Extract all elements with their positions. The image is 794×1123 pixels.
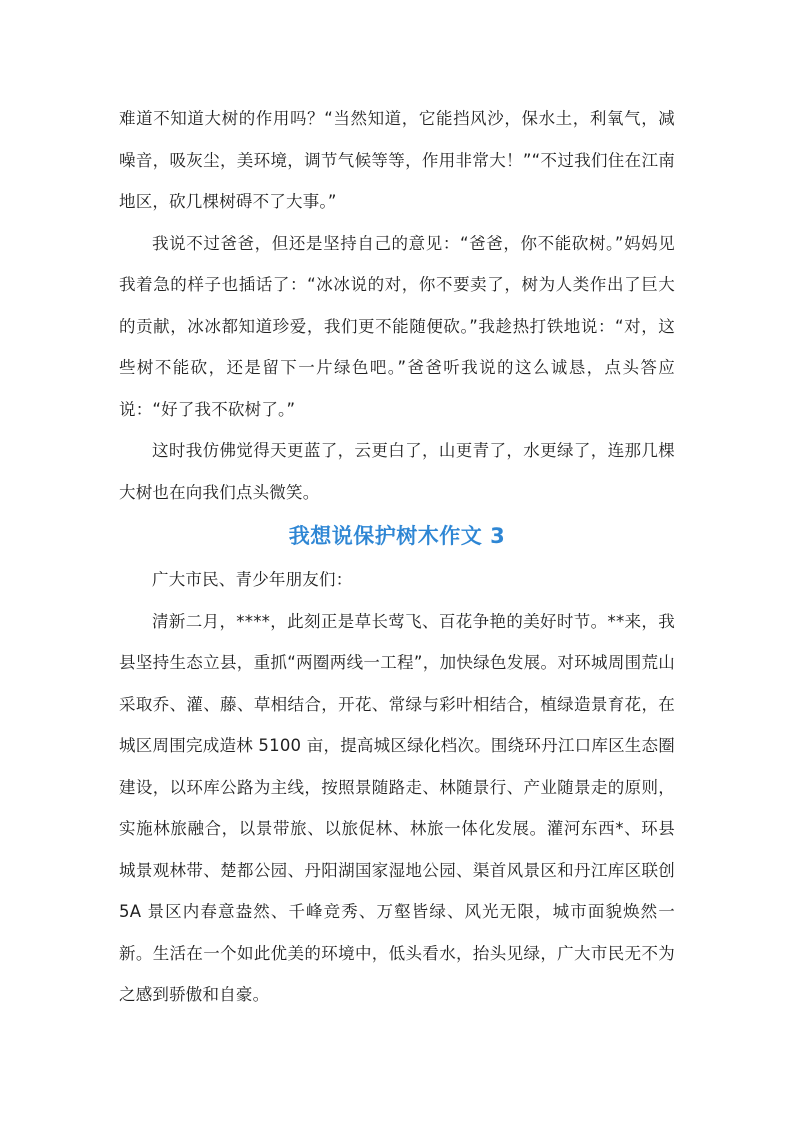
paragraph-5: 清新二月，****，此刻正是草长莺飞、百花争艳的美好时节。**来，我县坚持生态立县，重抓“两圈两线一工程”，加快绿色发展。对环城周围荒山采取乔、灌、藤、草相结合，开花、常绿与彩叶相结合，植绿造景育花，在城区周围完成造林 5100 亩，提高城区绿化档次。围绕环丹江口库区生态圈建设，以环库公路为主线，按照景随路走、林随景行、产业随景走的原则，实施林旅融合，以景带旅、以旅促林、林旅一体化发展。灌河东西*、环县城景观林带、楚都公园、丹阳湖国家湿地公园、渠首风景区和丹江库区联创 5A 景区内春意盎然、千峰竞秀、万壑皆绿、风光无限，城市面貌焕然一新。生活在一个如此优美的环境中，低头看水，抬头见绿，广大市民无不为之感到骄傲和自豪。 (119, 611, 675, 1004)
document-page (119, 98, 675, 1016)
paragraph-3: 这时我仿佛觉得天更蓝了，云更白了，山更青了，水更绿了，连那几棵大树也在向我们点头微笑。 (119, 441, 675, 502)
paragraph-1: 难道不知道大树的作用吗？“当然知道，它能挡风沙，保水土，利氧气，减噪音，吸灰尘，美环境，调节气候等等，作用非常大！”“不过我们住在江南地区，砍几棵树碍不了大事。” (119, 109, 675, 211)
section-heading: 我想说保护树木作文 3 (288, 524, 506, 548)
paragraph-4: 广大市民、青少年朋友们： (152, 570, 353, 589)
paragraph-2: 我说不过爸爸，但还是坚持自己的意见：“爸爸，你不能砍树。”妈妈见我着急的样子也插话了：“冰冰说的对，你不要卖了，树为人类作出了巨大的贡献，冰冰都知道珍爱，我们更不能随便砍。”我趁热打铁地说：“对，这些树不能砍，还是留下一片绿色吧。”爸爸听我说的这么诚恳，点头答应说：“好了我不砍树了。” (119, 233, 675, 419)
